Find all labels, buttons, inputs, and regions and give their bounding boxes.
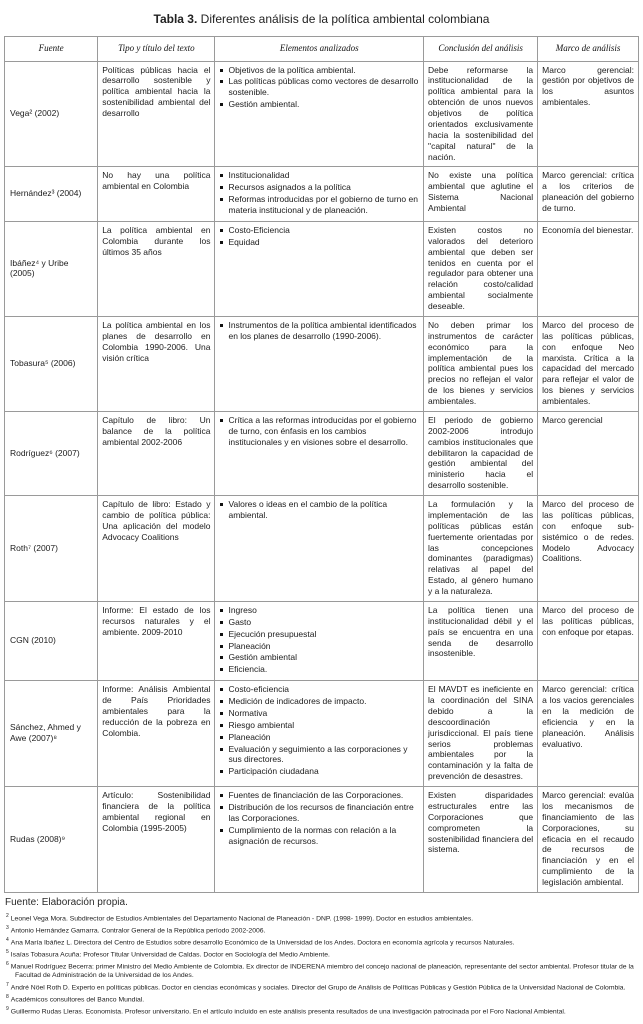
footnote-item bbox=[6, 982, 639, 993]
elements-cell bbox=[215, 787, 424, 893]
bullet-square-icon bbox=[220, 103, 223, 106]
bullet-item bbox=[219, 320, 419, 342]
elements-cell bbox=[215, 601, 424, 680]
bullet-square-icon bbox=[220, 656, 223, 659]
bullet-item bbox=[219, 629, 419, 640]
column-header-elementos: Elementos analizados bbox=[215, 37, 424, 62]
elements-cell bbox=[215, 167, 424, 222]
source-note: Fuente: Elaboración propia. bbox=[5, 896, 128, 908]
bullet-text: Las políticas públicas como vectores de desarrollo sostenible. bbox=[228, 76, 419, 98]
bullet-text: Planeación bbox=[228, 731, 271, 742]
type-cell: Informe: Análisis Ambiental de País Prioridades ambientales para la reducción de la pobreza en Colombia. bbox=[98, 681, 215, 787]
bullet-square-icon bbox=[220, 324, 223, 327]
framework-cell: Marco del proceso de las políticas públicas, con enfoque por etapas. bbox=[538, 601, 639, 680]
bullet-text: Normativa bbox=[228, 707, 268, 718]
elements-cell bbox=[215, 61, 424, 167]
source-cell: Vega² (2002) bbox=[5, 61, 98, 167]
conclusion-cell: No deben primar los instrumentos de carácter económico para la implementación de la política ambiental pues los precios no reflejan el valor de los bienes y servicios ambientales. bbox=[424, 316, 538, 411]
source-cell: Tobasura⁵ (2006) bbox=[5, 316, 98, 411]
bullet-item bbox=[219, 617, 419, 628]
bullet-square-icon bbox=[220, 609, 223, 612]
bullet-item bbox=[219, 182, 419, 193]
footnote-item bbox=[6, 994, 639, 1005]
table-header bbox=[5, 37, 639, 62]
bullet-item bbox=[219, 605, 419, 616]
type-cell: Artículo: Sostenibilidad financiera de la política ambiental regional en Colombia (1995-2005) bbox=[98, 787, 215, 893]
bullet-square-icon bbox=[220, 748, 223, 751]
type-cell: La política ambiental en los planes de desarrollo en Colombia 1990-2006. Una visión crítica bbox=[98, 316, 215, 411]
conclusion-cell: Existen disparidades estructurales entre las Corporaciones que comprometen la sostenibilidad financiera del sistema. bbox=[424, 787, 538, 893]
bullet-text: Distribución de los recursos de financiación entre las Corporaciones. bbox=[228, 801, 414, 823]
source-cell: Hernández³ (2004) bbox=[5, 167, 98, 222]
conclusion-cell: El MAVDT es ineficiente en la coordinación del SINA debido a la descoordinación jurisdiccional. El país tiene serios problemas ambientales por la contaminación y la falta de prevención de desastres. bbox=[424, 681, 538, 787]
framework-cell: Marco gerencial: gestión por objetivos de los asuntos ambientales. bbox=[538, 61, 639, 167]
footnote-item bbox=[6, 961, 639, 981]
bullet-item bbox=[219, 65, 419, 76]
conclusion-cell: Debe reformarse la institucionalidad de la política ambiental para la obtención de unos nuevos objetivos de política orientados exclusivamente hacia la sostenibilidad del "capital natural" de la nación. bbox=[424, 61, 538, 167]
bullet-square-icon bbox=[220, 419, 223, 422]
bullet-square-icon bbox=[220, 645, 223, 648]
conclusion-cell: La formulación y la implementación de las políticas públicas están fuertemente orientadas por las concepciones dominantes (paradigmas) relativas al papel del Estado, al género humano y a la naturaleza. bbox=[424, 496, 538, 602]
table-row bbox=[5, 681, 639, 787]
framework-cell: Marco gerencial bbox=[538, 411, 639, 495]
conclusion-cell: Existen costos no valorados del deterioro ambiental que deben ser tenidos en cuenta por el regulador para obtener una relación costo/calidad ambiental socialmente deseable. bbox=[424, 221, 538, 316]
analysis-table bbox=[4, 36, 639, 893]
footnote-text: Isaías Tobasura Acuña: Profesor Titular Universidad de Caldas. Doctor en Sociología del Medio Ambiente. bbox=[10, 951, 330, 959]
footnote-item bbox=[6, 949, 639, 960]
footnote-text: Antonio Hernández Gamarra. Contralor General de la República período 2002-2006. bbox=[10, 927, 266, 935]
framework-cell: Marco gerencial: crítica a los criterios de planeación del gobierno de turno. bbox=[538, 167, 639, 222]
bullet-square-icon bbox=[220, 736, 223, 739]
bullet-text: Cumplimiento de la normas con relación a la asignación de recursos. bbox=[228, 824, 397, 846]
bullet-square-icon bbox=[220, 700, 223, 703]
table-title-text: Diferentes análisis de la política ambiental colombiana bbox=[197, 12, 490, 26]
bullet-item bbox=[219, 99, 419, 110]
bullet-item bbox=[219, 641, 419, 652]
table-row bbox=[5, 496, 639, 602]
bullet-text: Reformas introducidas por el gobierno de turno en materia institucional y de planeación. bbox=[228, 194, 418, 216]
bullet-item bbox=[219, 720, 419, 731]
bullet-square-icon bbox=[220, 668, 223, 671]
framework-cell: Marco gerencial: evalúa los mecanismos de financiamiento de las Corporaciones, su eficacia en el recaudo de recursos de financiación y en el cumplimiento de la legislación ambiental. bbox=[538, 787, 639, 893]
conclusion-cell: La política tienen una institucionalidad débil y el país se encuentra en una senda de desarrollo insostenible. bbox=[424, 601, 538, 680]
bullet-square-icon bbox=[220, 724, 223, 727]
source-cell: Roth⁷ (2007) bbox=[5, 496, 98, 602]
bullet-square-icon bbox=[220, 688, 223, 691]
framework-cell: Marco del proceso de las políticas públicas, con enfoque sub-sistémico o de redes. Modelo Advocacy Coalitions. bbox=[538, 496, 639, 602]
header-row bbox=[5, 37, 639, 62]
footnotes bbox=[6, 913, 639, 1018]
footnote-text: Académicos consultores del Banco Mundial. bbox=[10, 996, 145, 1004]
table-row bbox=[5, 787, 639, 893]
table-body bbox=[5, 61, 639, 892]
source-cell: Rudas (2008)⁹ bbox=[5, 787, 98, 893]
bullet-square-icon bbox=[220, 621, 223, 624]
bullet-text: Instrumentos de la política ambiental identificados en los planes de desarrollo (1990-2006). bbox=[228, 319, 417, 341]
bullet-text: Objetivos de la política ambiental. bbox=[228, 64, 356, 75]
column-header-fuente: Fuente bbox=[5, 37, 98, 62]
bullet-item bbox=[219, 194, 419, 216]
bullet-text: Ejecución presupuestal bbox=[228, 628, 317, 639]
table-row bbox=[5, 411, 639, 495]
bullet-square-icon bbox=[220, 229, 223, 232]
bullet-text: Evaluación y seguimiento a las corporaciones y sus directores. bbox=[228, 743, 408, 765]
type-cell: Informe: El estado de los recursos naturales y el ambiente. 2009-2010 bbox=[98, 601, 215, 680]
bullet-item bbox=[219, 76, 419, 98]
column-header-marco: Marco de análisis bbox=[538, 37, 639, 62]
table-row bbox=[5, 221, 639, 316]
bullet-square-icon bbox=[220, 503, 223, 506]
column-header-tipo: Tipo y título del texto bbox=[98, 37, 215, 62]
bullet-square-icon bbox=[220, 69, 223, 72]
footnote-text: Leonel Vega Mora. Subdirector de Estudios Ambientales del Departamento Nacional de Planeación - DNP. (1998- 1999). Doctor en estudios ambientales. bbox=[10, 915, 474, 923]
bullet-square-icon bbox=[220, 806, 223, 809]
type-cell: No hay una política ambiental en Colombia bbox=[98, 167, 215, 222]
bullet-item bbox=[219, 696, 419, 707]
table-title-label: Tabla 3. bbox=[153, 12, 198, 26]
bullet-text: Eficiencia. bbox=[228, 664, 268, 675]
bullet-square-icon bbox=[220, 198, 223, 201]
bullet-text: Valores o ideas en el cambio de la política ambiental. bbox=[228, 499, 388, 520]
source-cell: Rodríguez⁶ (2007) bbox=[5, 411, 98, 495]
footnote-marker: 2 bbox=[6, 912, 9, 919]
conclusion-cell: El periodo de gobierno 2002-2006 introdujo cambios institucionales que debilitaron la capacidad de gestión ambiental del ministerio hacia el desarrollo sostenible. bbox=[424, 411, 538, 495]
elements-cell bbox=[215, 316, 424, 411]
type-cell: La política ambiental en Colombia durante los últimos 35 años bbox=[98, 221, 215, 316]
footnote-item bbox=[6, 1006, 639, 1017]
bullet-square-icon bbox=[220, 174, 223, 177]
conclusion-cell: No existe una política ambiental que aglutine el Sistema Nacional Ambiental bbox=[424, 167, 538, 222]
footnote-item bbox=[6, 913, 639, 924]
table-row bbox=[5, 61, 639, 167]
bullet-text: Fuentes de financiación de las Corporaciones. bbox=[228, 790, 404, 801]
bullet-item bbox=[219, 499, 419, 521]
framework-cell: Marco del proceso de las políticas públicas, con enfoque Neo marxista. Crítica a la capacidad del mercado para reflejar el valor de los bienes y servicios ambientales. bbox=[538, 316, 639, 411]
bullet-text: Gestión ambiental. bbox=[228, 99, 300, 110]
elements-cell bbox=[215, 221, 424, 316]
footnote-item bbox=[6, 925, 639, 936]
table-row bbox=[5, 316, 639, 411]
column-header-conclusion: Conclusión del análisis bbox=[424, 37, 538, 62]
bullet-square-icon bbox=[220, 770, 223, 773]
bullet-text: Riesgo ambiental bbox=[228, 719, 295, 730]
bullet-text: Planeación bbox=[228, 640, 271, 651]
footnote-text: Manuel Rodríguez Becerra: primer Ministro del Medio Ambiente de Colombia. Ex director de INDERENA miembro del concejo nacional de planeación, representante del sector ambiental. Profesor titular de la Facultad de Administración de la Universidad de los Andes. bbox=[10, 963, 634, 980]
bullet-item bbox=[219, 708, 419, 719]
footnote-marker: 5 bbox=[6, 949, 9, 956]
bullet-item bbox=[219, 225, 419, 236]
bullet-text: Participación ciudadana bbox=[228, 766, 319, 777]
bullet-text: Crítica a las reformas introducidas por el gobierno de turno, con énfasis en los cambios institucionales y en visiones sobre el desarrollo. bbox=[228, 414, 417, 447]
bullet-item bbox=[219, 664, 419, 675]
footnote-text: Ana María Ibáñez L. Directora del Centro de Estudios sobre desarrollo Económico de la Universidad de los Andes. Doctora en economía agrícola y recursos Naturales. bbox=[10, 939, 515, 947]
footnote-marker: 7 bbox=[6, 982, 9, 989]
bullet-text: Recursos asignados a la política bbox=[228, 182, 351, 193]
footnote-text: André Nöel Roth D. Experto en políticas públicas. Doctor en ciencias económicas y sociales. Director del Grupo de Análisis de Políticas Públicas y Gestión Pública de la Universidad Nacional de Colombia. bbox=[10, 984, 626, 992]
footnote-marker: 6 bbox=[6, 961, 9, 968]
type-cell: Capítulo de libro: Un balance de la política ambiental 2002-2006 bbox=[98, 411, 215, 495]
bullet-item bbox=[219, 825, 419, 847]
elements-cell bbox=[215, 411, 424, 495]
bullet-text: Institucionalidad bbox=[228, 170, 290, 181]
source-cell: Ibáñez⁴ y Uribe (2005) bbox=[5, 221, 98, 316]
framework-cell: Marco gerencial: crítica a los vacios gerenciales en la medición de eficiencia y en la planeación. Análisis evaluativo. bbox=[538, 681, 639, 787]
elements-cell bbox=[215, 496, 424, 602]
footnote-marker: 3 bbox=[6, 924, 9, 931]
bullet-text: Ingreso bbox=[228, 604, 257, 615]
bullet-text: Gasto bbox=[228, 616, 252, 627]
bullet-square-icon bbox=[220, 794, 223, 797]
footnote-text: Guillermo Rudas Lleras. Economista. Profesor universitario. En el artículo incluido en este análisis presenta resultados de una investigación patrocinada por el Foro Nacional Ambiental. bbox=[10, 1008, 566, 1016]
bullet-square-icon bbox=[220, 241, 223, 244]
footnote-marker: 8 bbox=[6, 994, 9, 1001]
footnote-marker: 9 bbox=[6, 1006, 9, 1013]
framework-cell: Economía del bienestar. bbox=[538, 221, 639, 316]
bullet-item bbox=[219, 684, 419, 695]
bullet-item bbox=[219, 415, 419, 448]
bullet-square-icon bbox=[220, 829, 223, 832]
bullet-square-icon bbox=[220, 633, 223, 636]
bullet-text: Equidad bbox=[228, 236, 260, 247]
source-cell: CGN (2010) bbox=[5, 601, 98, 680]
bullet-square-icon bbox=[220, 80, 223, 83]
type-cell: Capítulo de libro: Estado y cambio de política pública: Una aplicación del modelo Advocacy Coalitions bbox=[98, 496, 215, 602]
bullet-square-icon bbox=[220, 186, 223, 189]
footnote-item bbox=[6, 937, 639, 948]
bullet-text: Costo-eficiencia bbox=[228, 684, 289, 695]
footnote-marker: 4 bbox=[6, 937, 9, 944]
bullet-text: Medición de indicadores de impacto. bbox=[228, 696, 367, 707]
elements-cell bbox=[215, 681, 424, 787]
bullet-item bbox=[219, 732, 419, 743]
table-row bbox=[5, 167, 639, 222]
bullet-item bbox=[219, 170, 419, 181]
bullet-text: Gestión ambiental bbox=[228, 652, 297, 663]
bullet-item bbox=[219, 766, 419, 777]
type-cell: Políticas públicas hacia el desarrollo sostenible y política ambiental hacia la sostenibilidad ambiental del desarrollo bbox=[98, 61, 215, 167]
table-title bbox=[4, 12, 639, 26]
bullet-text: Costo-Eficiencia bbox=[228, 224, 290, 235]
bullet-item bbox=[219, 237, 419, 248]
table-row bbox=[5, 601, 639, 680]
bullet-item bbox=[219, 790, 419, 801]
bullet-item bbox=[219, 744, 419, 766]
source-cell: Sánchez, Ahmed y Awe (2007)⁸ bbox=[5, 681, 98, 787]
bullet-item bbox=[219, 652, 419, 663]
bullet-square-icon bbox=[220, 712, 223, 715]
bullet-item bbox=[219, 802, 419, 824]
